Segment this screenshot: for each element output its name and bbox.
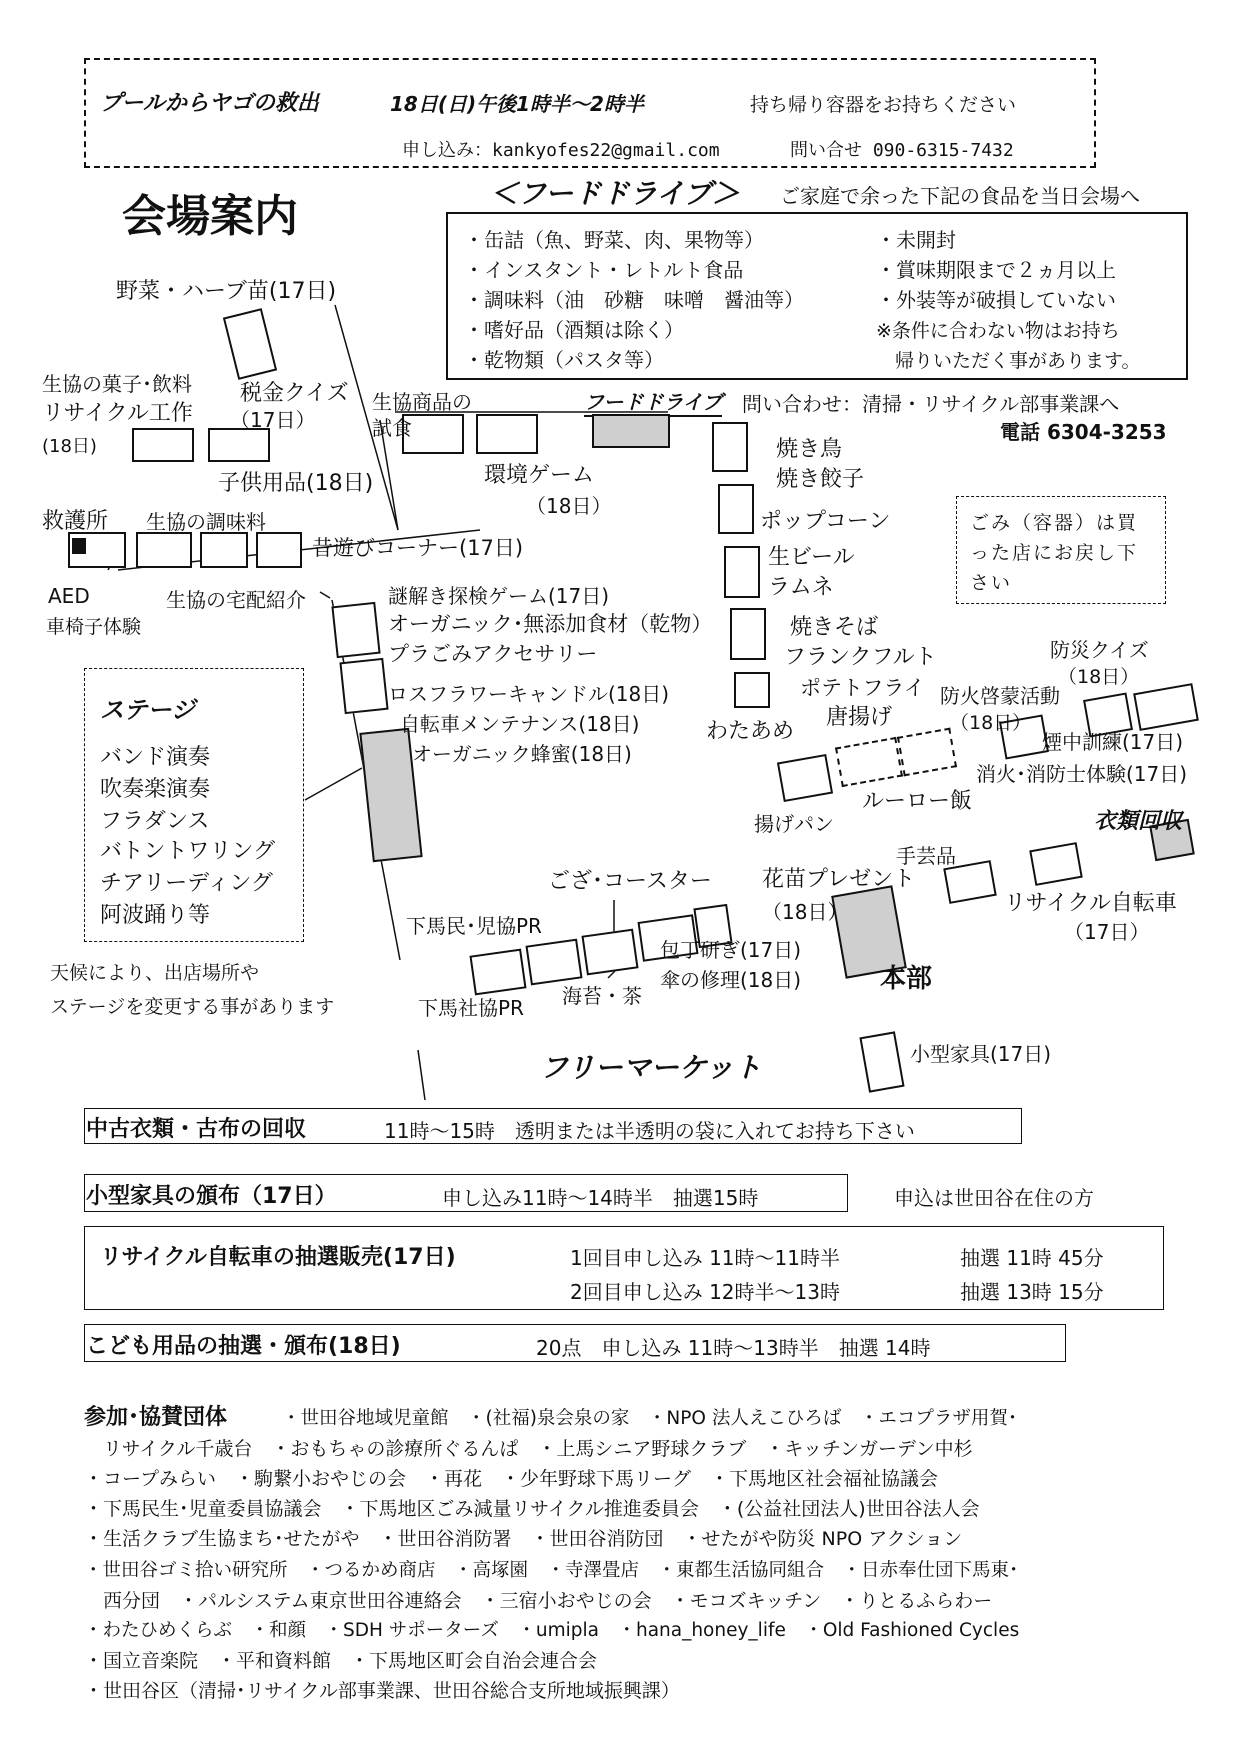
label-coop-snacks: 生協の菓子･飲料 [42,372,192,396]
label-aed: AED [48,584,90,608]
stage-item: 阿波踊り等 [100,903,211,928]
label-luroufan: ルーロー飯 [862,789,973,814]
stall-coop-delivery [200,532,248,568]
label-flower-candle: ロスフラワーキャンドル(18日) [388,682,670,706]
label-wheelchair: 車椅子体験 [46,616,142,638]
food-drive-right-item: ・未開封 [876,228,956,252]
food-drive-map-label: フードドライブ [584,386,722,417]
label-mat-coaster: ござ･コースター [548,869,712,894]
banner-title: プールからヤゴの救出 [100,91,319,116]
label-fries-2: 唐揚げ [826,705,893,730]
bicycle-title: リサイクル自転車の抽選販売(17日) [100,1245,456,1270]
sponsor-line: ・生活クラブ生協まち･せたがや ・世田谷消防署 ・世田谷消防団 ・せたがや防災 NPO アクション [84,1528,963,1550]
food-drive-left-item: ・缶詰（魚、野菜、肉、果物等） [464,228,764,252]
label-tax-quiz: 税金クイズ [240,381,349,406]
label-umbrella: 傘の修理(18日) [660,968,802,992]
food-drive-subtitle: ご家庭で余った下記の食品を当日会場へ [780,184,1140,208]
label-day18-c: （18日） [1058,666,1140,688]
label-beer-1: 生ビール [768,545,855,570]
bicycle-r1-apply: 1回目申し込み 11時〜11時半 [570,1246,840,1270]
label-yakitori-2: 焼き餃子 [776,467,865,492]
banner-contact: 問い合せ 090-6315-7432 [790,140,1014,161]
label-knife: 包丁研ぎ(17日) [660,938,802,962]
furniture-title: 小型家具の頒布（17日） [86,1184,337,1209]
food-drive-phone: 電話 6304-3253 [1000,420,1167,444]
bicycle-r2-apply: 2回目申し込み 12時半〜13時 [570,1280,840,1304]
banner-bring: 持ち帰り容器をお持ちください [750,94,1017,116]
stall-cotton-candy [734,672,770,708]
weather-note: ステージを変更する事があります [50,996,335,1018]
label-fire-prev: 防火啓蒙活動 [940,684,1060,708]
banner-apply: 申し込み：kankyofes22@gmail.com [402,140,720,161]
label-day18-e: （18日） [762,900,848,924]
label-day18-d: （18日） [950,712,1032,734]
stall-pr-3 [581,929,638,976]
stall-old-games [256,532,302,568]
aed-marker [72,538,86,554]
stall-yakisoba [730,608,766,660]
label-shimouma-pr: 下馬民･児協PR [406,914,542,938]
food-drive-right-item: 帰りいただく事があります。 [876,350,1141,372]
label-fried-bread: 揚げパン [754,812,834,836]
sponsors-title: 参加･協賛団体 [84,1405,228,1430]
sponsor-line: ・世田谷ゴミ拾い研究所 ・つるかめ商店 ・高塚園 ・寺澤畳店 ・東都生活協同組合 ・日赤奉仕団下馬東･ [84,1560,1019,1581]
food-drive-left-item: ・嗜好品（酒類は除く） [464,318,684,342]
stall-fried-bread [777,754,833,802]
label-fire-exp: 消火･消防士体験(17日) [976,762,1188,786]
stall-coop-seasoning [136,532,192,568]
label-fries-1: ポテトフライ [800,676,925,700]
label-handicraft: 手芸品 [896,844,956,868]
stall-popcorn [718,484,754,534]
stall-yakitori [712,422,748,472]
label-first-aid: 救護所 [42,509,109,534]
stage-item: チアリーディング [100,871,273,896]
stall-flower-candle [339,658,388,714]
trash-note: ごみ（容器）は買った店にお戻し下さい [970,512,1139,594]
stall-food-drive [592,414,670,448]
label-coop-tasting-1: 生協商品の [372,390,472,414]
stall-pr-2 [525,939,582,986]
label-flower-gift: 花苗プレゼント [762,867,916,892]
label-mystery: 謎解き探検ゲーム(17日) [388,584,610,608]
label-popcorn: ポップコーン [760,509,891,534]
stage-item: フラダンス [100,809,210,834]
food-drive-left-item: ・インスタント・レトルト食品 [464,258,744,282]
clothes-title: 中古衣類・古布の回収 [86,1117,307,1142]
label-day17-b: （17日） [1064,920,1150,944]
food-drive-right-item: ・賞味期限まで２ヵ月以上 [876,258,1116,282]
label-yakisoba-2: フランクフルト [784,645,937,670]
clothes-text: 11時〜15時 透明または半透明の袋に入れてお持ち下さい [384,1119,915,1143]
furniture-text: 申し込み11時〜14時半 抽選15時 [442,1186,759,1210]
furniture-note: 申込は世田谷在住の方 [894,1186,1094,1210]
label-small-furniture: 小型家具(17日) [910,1042,1052,1066]
food-drive-right-item: ・外装等が破損していない [876,288,1116,312]
bicycle-r1-draw: 抽選 11時 45分 [960,1246,1104,1270]
sponsor-line: ・世田谷地域児童館 ・(社福)泉会泉の家 ・NPO 法人えこひろば ・エコプラザ用賀･ [282,1408,1018,1429]
label-day17-a: （17日） [230,408,316,432]
label-seaweed: 海苔・茶 [562,984,642,1008]
food-drive-title: ＜フードドライブ＞ [490,177,740,210]
food-drive-left-item: ・調味料（油 砂糖 味噌 醤油等） [464,288,804,312]
label-coop-tasting-2: 試食 [372,416,412,440]
label-seedlings: 野菜・ハーブ苗(17日) [116,279,337,304]
sponsor-line: ・国立音楽院 ・平和資料館 ・下馬地区町会自治会連合会 [84,1650,598,1672]
sponsor-line: ・下馬民生･児童委員協議会 ・下馬地区ごみ減量リサイクル推進委員会 ・(公益社団法人)世田谷法人会 [84,1498,980,1520]
label-bike-maint: 自転車メンテナンス(18日) [400,712,640,736]
food-drive-left-item: ・乾物類（パスタ等） [464,348,664,372]
label-beer-2: ラムネ [768,575,834,600]
sponsor-line: ・コープみらい ・駒繋小おやじの会 ・再花 ・少年野球下馬リーグ ・下馬地区社会福祉協議会 [84,1468,939,1490]
label-kids-goods: 子供用品(18日) [218,471,374,496]
label-yakitori-1: 焼き鳥 [776,437,843,462]
bicycle-r2-draw: 抽選 13時 15分 [960,1280,1104,1304]
label-yakisoba-1: 焼きそば [790,615,879,640]
stall-beer [724,546,760,598]
stall-pr-1 [469,949,526,996]
weather-note: 天候により、出店場所や [50,962,260,984]
sponsor-line: ・世田谷区（清掃･リサイクル部事業課、世田谷総合支所地域振興課） [84,1680,680,1702]
food-drive-right-item: ※条件に合わない物はお持ち [876,320,1120,342]
label-plastic-acc: プラごみアクセサリー [388,642,598,666]
label-env-game: 環境ゲーム [484,463,595,488]
label-coop-delivery: 生協の宅配紹介 [166,588,306,612]
stage-item: バンド演奏 [100,745,211,770]
label-recycle-craft: リサイクル工作 [42,401,193,426]
label-shakyo-pr: 下馬社協PR [418,996,524,1020]
label-recycle-bike: リサイクル自転車 [1004,891,1177,916]
sponsor-line: 西分団 ・パルシステム東京世田谷連絡会 ・三宿小おやじの会 ・モコズキッチン ・りとるふらわー [84,1590,993,1612]
label-smoke-train: 煙中訓練(17日) [1042,730,1184,754]
venue-title: 会場案内 [122,191,298,242]
label-organic-honey: オーガニック蜂蜜(18日) [412,742,632,766]
label-day18-a: (18日) [42,436,97,457]
stall-recycle-craft [132,428,194,462]
stall-mystery [331,602,380,658]
label-hq: 本部 [880,964,933,994]
banner-time: 18日(日)午後1時半〜2時半 [390,92,644,116]
stall-env-game [476,414,538,454]
label-old-games: 昔遊びコーナー(17日) [312,536,524,560]
label-disaster-quiz: 防災クイズ [1050,638,1149,662]
label-cotton-candy: わたあめ [706,719,795,744]
stage-item: バトントワリング [100,839,276,864]
label-flea-market: フリーマーケット [540,1051,762,1084]
label-clothes-collect: 衣類回収 [1094,809,1183,834]
label-organic-dry: オーガニック･無添加食材（乾物） [388,612,713,636]
kids-title: こども用品の抽選・頒布(18日) [86,1334,401,1359]
stage-title: ステージ [100,696,196,724]
stage-item: 吹奏楽演奏 [100,777,211,802]
label-coop-seasoning: 生協の調味料 [146,510,266,534]
sponsor-line: ・わたひめくらぶ ・和顔 ・SDH サポーターズ ・umipla ・hana_honey_life ・Old Fashioned Cycles [84,1620,1020,1641]
food-drive-contact: 問い合わせ：清掃・リサイクル部事業課へ [742,392,1120,416]
sponsor-line: リサイクル千歳台 ・おもちゃの診療所ぐるんぱ ・上馬シニア野球クラブ ・キッチンガーデン中杉 [84,1438,973,1460]
label-day18-b: （18日） [526,494,612,518]
stall-tax-quiz [208,428,270,462]
kids-text: 20点 申し込み 11時〜13時半 抽選 14時 [536,1336,931,1360]
